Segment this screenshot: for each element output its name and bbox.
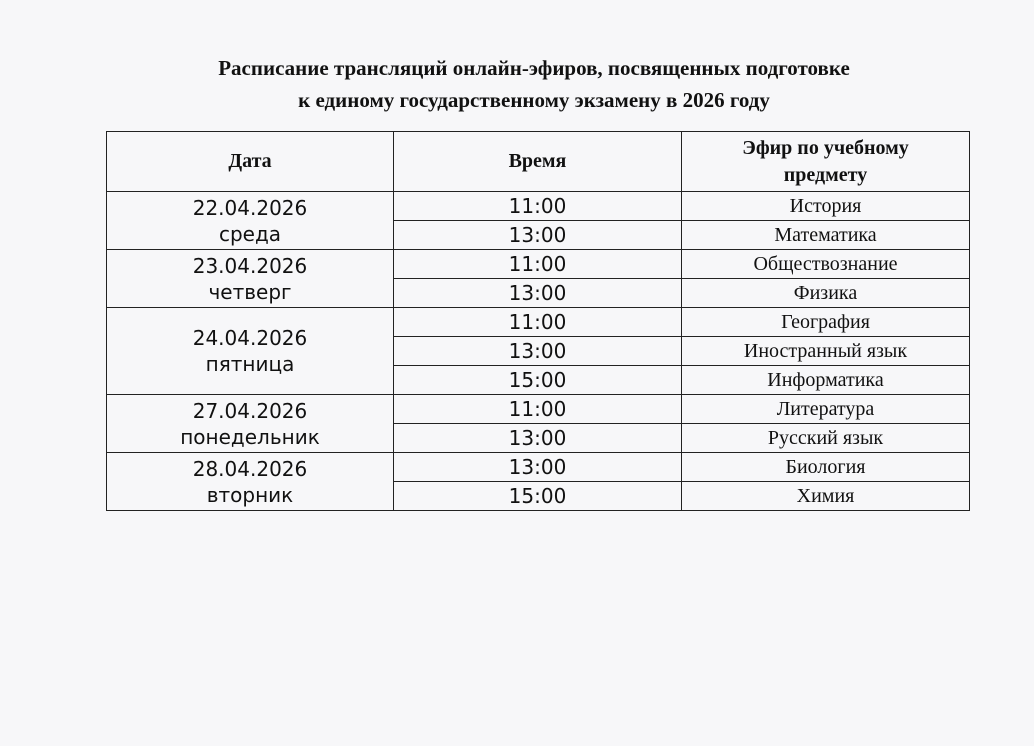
column-header-time: Время (394, 132, 682, 192)
date-cell (107, 308, 394, 395)
date-value: 23.04.2026 (192, 253, 308, 278)
title-line-2: к единому государственному экзамену в 2026 году (298, 88, 770, 112)
subject-cell: Математика (682, 221, 970, 250)
time-cell: 13:00 (394, 221, 682, 250)
table-row (107, 250, 970, 279)
subject-cell: Русский язык (682, 424, 970, 453)
table-row (107, 308, 970, 337)
schedule-table (106, 131, 970, 511)
time-cell: 13:00 (394, 453, 682, 482)
title-line-1: Расписание трансляций онлайн-эфиров, посвященных подготовке (218, 56, 850, 80)
subject-cell: Иностранный язык (682, 337, 970, 366)
table-row (107, 395, 970, 424)
subject-cell: Химия (682, 482, 970, 511)
time-cell: 13:00 (394, 337, 682, 366)
time-cell: 15:00 (394, 482, 682, 511)
date-cell (107, 192, 394, 250)
subject-cell: Литература (682, 395, 970, 424)
weekday-value: среда (218, 221, 282, 246)
column-header-date: Дата (107, 132, 394, 192)
document-title (0, 52, 1034, 116)
subject-cell: Биология (682, 453, 970, 482)
weekday-value: вторник (206, 482, 294, 507)
subject-cell: Обществознание (682, 250, 970, 279)
time-cell: 11:00 (394, 250, 682, 279)
subject-cell: География (682, 308, 970, 337)
table-row (107, 453, 970, 482)
time-cell: 13:00 (394, 279, 682, 308)
time-cell: 11:00 (394, 395, 682, 424)
time-cell: 13:00 (394, 424, 682, 453)
column-header-subject (682, 132, 970, 192)
table-row (107, 192, 970, 221)
table-header-row (107, 132, 970, 192)
date-cell (107, 250, 394, 308)
column-header-subject-line-1: Эфир по учебному (742, 136, 909, 159)
date-value: 28.04.2026 (192, 456, 308, 481)
date-value: 22.04.2026 (192, 195, 308, 220)
weekday-value: четверг (208, 279, 292, 304)
column-header-subject-line-2: предмету (783, 163, 868, 186)
subject-cell: История (682, 192, 970, 221)
time-cell: 15:00 (394, 366, 682, 395)
time-cell: 11:00 (394, 192, 682, 221)
date-cell (107, 453, 394, 511)
date-cell (107, 395, 394, 453)
date-value: 27.04.2026 (192, 398, 308, 423)
weekday-value: понедельник (180, 424, 320, 449)
subject-cell: Информатика (682, 366, 970, 395)
weekday-value: пятница (205, 352, 295, 376)
subject-cell: Физика (682, 279, 970, 308)
date-value: 24.04.2026 (192, 326, 308, 350)
time-cell: 11:00 (394, 308, 682, 337)
